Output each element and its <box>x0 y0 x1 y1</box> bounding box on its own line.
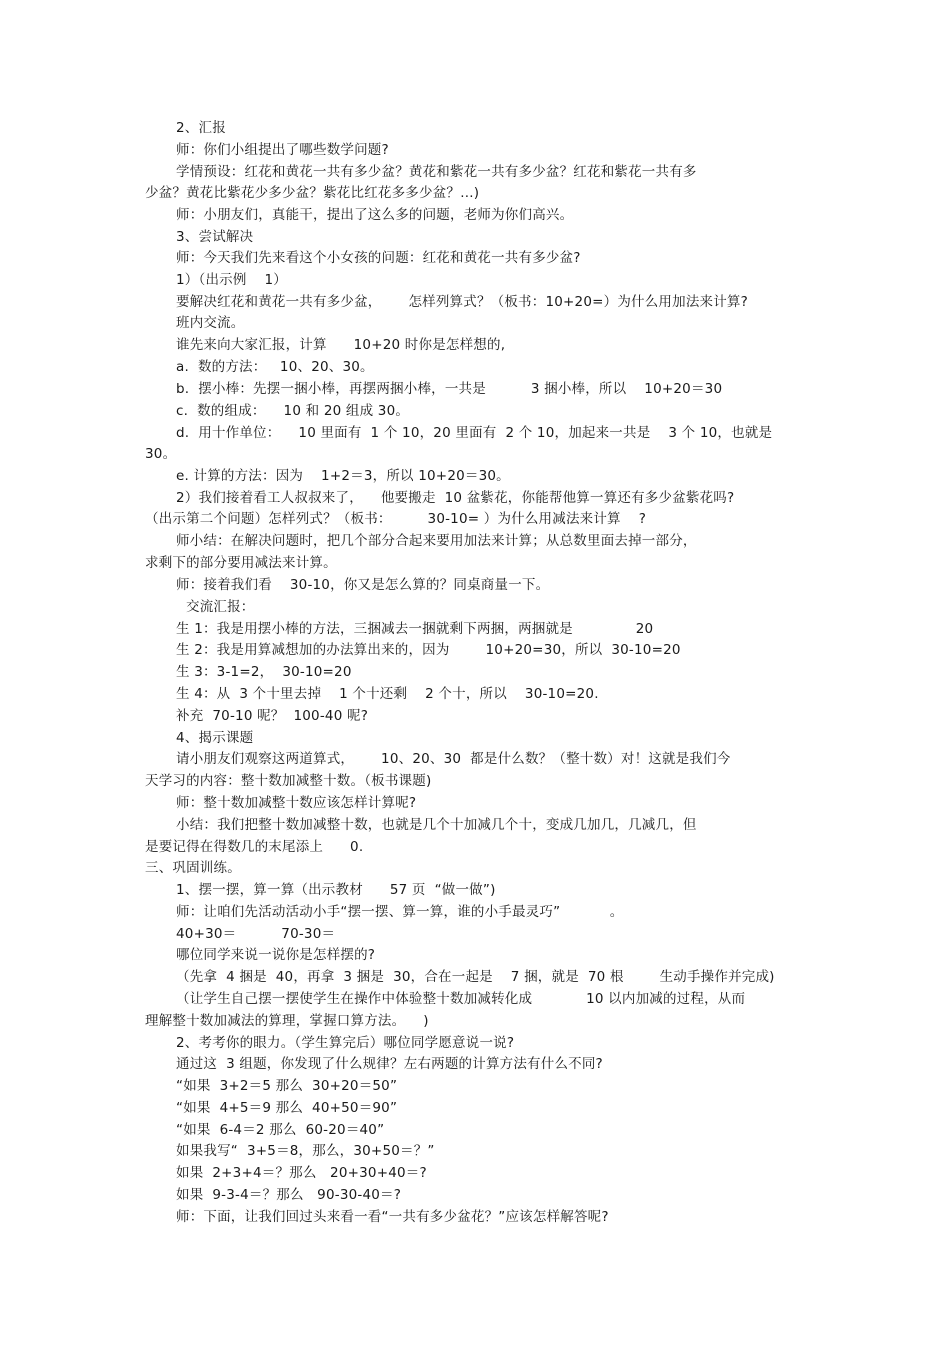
text-line: 通过这 3 组题，你发现了什么规律？左右两题的计算方法有什么不同? <box>176 1056 603 1072</box>
text-line: 求剩下的部分要用减法来计算。 <box>145 555 337 571</box>
text-line: 师：接着我们看 30-10，你又是怎么算的？同桌商量一下。 <box>176 577 550 593</box>
text-line: 班内交流。 <box>176 315 245 331</box>
list-item-b: b. 摆小棒：先摆一捆小棒，再摆两捆小棒，一共是 3 捆小棒，所以 10+20＝30 <box>176 381 723 397</box>
text-line: 补充 70-10 呢？ 100-40 呢? <box>176 708 369 724</box>
text-line: 2）我们接着看工人叔叔来了， 他要搬走 10 盆紫花，你能帮他算一算还有多少盆紫花吗? <box>176 490 735 506</box>
text-line: 1、摆一摆，算一算（出示教材 57 页 “做一做”) <box>176 882 496 898</box>
example-line: “如果 4+5＝9 那么 40+50＝90” <box>176 1100 398 1116</box>
list-item-d: d. 用十作单位： 10 里面有 1 个 10，20 里面有 2 个 10，加起来一共是 3 个 10，也就是 <box>176 425 773 441</box>
text-line: 要解决红花和黄花一共有多少盆， 怎样列算式？（板书：10+20=）为什么用加法来计算? <box>176 294 748 310</box>
example-line: “如果 3+2＝5 那么 30+20＝50” <box>176 1078 398 1094</box>
text-line: 1）（出示例 1） <box>176 272 287 288</box>
example-line: “如果 6-4＝2 那么 60-20＝40” <box>176 1122 385 1138</box>
student-answer: 生 4：从 3 个十里去掉 1 个十还剩 2 个十，所以 30-10=20. <box>176 686 599 702</box>
list-item-c: c. 数的组成： 10 和 20 组成 30。 <box>176 403 410 419</box>
text-line: 学情预设：红花和黄花一共有多少盆？黄花和紫花一共有多少盆？红花和紫花一共有多 <box>176 164 697 180</box>
text-line: 请小朋友们观察这两道算式， 10、20、30 都是什么数？（整十数）对！这就是我们今 <box>176 751 731 767</box>
text-line: （先拿 4 捆是 40，再拿 3 捆是 30，合在一起是 7 捆，就是 70 根 生动手操作并完成) <box>176 969 775 985</box>
text-line: 少盆？黄花比紫花少多少盆？紫花比红花多多少盆？…) <box>145 185 480 201</box>
text-line: 师小结：在解决问题时，把几个部分合起来要用加法来计算；从总数里面去掉一部分， <box>176 533 697 549</box>
text-line: 师：让咱们先活动活动小手“摆一摆、算一算，谁的小手最灵巧” 。 <box>176 904 624 920</box>
text-line: 小结：我们把整十数加减整十数，也就是几个十加减几个十，变成几加几，几减几，但 <box>176 817 697 833</box>
text-line: 师：下面，让我们回过头来看一看“一共有多少盆花？”应该怎样解答呢? <box>176 1209 609 1225</box>
heading-reveal-topic: 4、揭示课题 <box>176 730 254 746</box>
text-line: 理解整十数加减法的算理，掌握口算方法。 ) <box>145 1013 429 1029</box>
text-line: 师：今天我们先来看这个小女孩的问题：红花和黄花一共有多少盆? <box>176 250 581 266</box>
student-answer: 生 1：我是用摆小棒的方法，三捆减去一捆就剩下两捆，两捆就是 20 <box>176 621 654 637</box>
list-item-a: a. 数的方法： 10、20、30。 <box>176 359 374 375</box>
list-item-e: e. 计算的方法：因为 1+2＝3，所以 10+20＝30。 <box>176 468 510 484</box>
heading-report: 2、汇报 <box>176 120 226 136</box>
text-line: 2、考考你的眼力。（学生算完后）哪位同学愿意说一说? <box>176 1035 515 1051</box>
example-line: 如果我写“ 3+5＝8，那么，30+50＝？” <box>176 1143 435 1159</box>
text-line: 交流汇报： <box>186 599 255 615</box>
student-answer: 生 2：我是用算减想加的办法算出来的，因为 10+20=30，所以 30-10=20 <box>176 642 681 658</box>
heading-consolidation: 三、巩固训练。 <box>145 860 241 876</box>
text-line: （让学生自己摆一摆使学生在操作中体验整十数加减转化成 10 以内加减的过程，从而 <box>176 991 746 1007</box>
text-line: 谁先来向大家汇报，计算 10+20 时你是怎样想的, <box>176 337 506 353</box>
exercise-line: 40+30＝ 70-30＝ <box>176 926 336 942</box>
text-line: 天学习的内容：整十数加减整十数。（板书课题) <box>145 773 432 789</box>
text-line: 是要记得在得数几的末尾添上 0. <box>145 839 364 855</box>
text-line: 师：整十数加减整十数应该怎样计算呢? <box>176 795 417 811</box>
text-line: 师：你们小组提出了哪些数学问题? <box>176 142 389 158</box>
example-line: 如果 9-3-4＝？那么 90-30-40＝? <box>176 1187 402 1203</box>
text-line: 30。 <box>145 446 177 462</box>
text-line: （出示第二个问题）怎样列式？（板书： 30-10= ）为什么用减法来计算 ? <box>145 511 647 527</box>
text-line: 师：小朋友们，真能干，提出了这么多的问题，老师为你们高兴。 <box>176 207 574 223</box>
example-line: 如果 2+3+4＝？那么 20+30+40＝? <box>176 1165 427 1181</box>
student-answer: 生 3：3-1=2， 30-10=20 <box>176 664 352 680</box>
heading-try-solve: 3、尝试解决 <box>176 229 254 245</box>
text-line: 哪位同学来说一说你是怎样摆的? <box>176 947 376 963</box>
